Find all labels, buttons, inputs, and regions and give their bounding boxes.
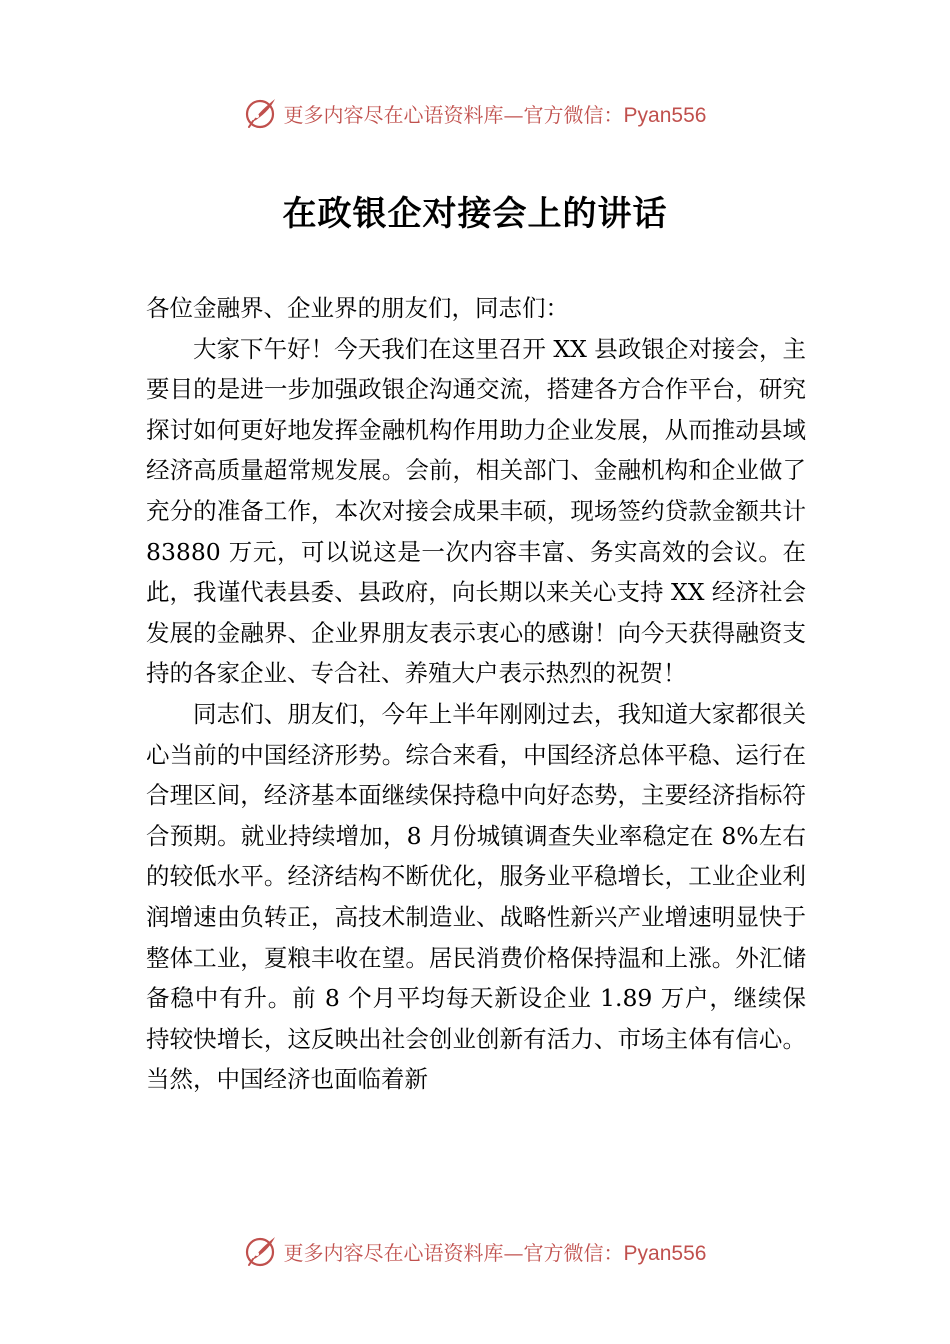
banner-site-name: 更多内容尽在心语资料库 <box>283 102 504 127</box>
header-banner-text <box>284 99 707 128</box>
header-banner <box>0 93 950 133</box>
document-body <box>146 288 806 1100</box>
quill-pen-logo-icon <box>244 96 278 130</box>
document-title: 在政银企对接会上的讲话 <box>282 194 668 234</box>
salutation: 各位金融界、企业界的朋友们，同志们： <box>146 294 569 322</box>
banner-wechat-id: Pyan556 <box>623 103 707 127</box>
banner-wechat-label: 官方微信： <box>523 102 624 127</box>
banner-dash: — <box>503 1240 524 1265</box>
quill-pen-logo-icon <box>244 1234 278 1268</box>
footer-banner <box>0 1231 950 1271</box>
banner-site-name: 更多内容尽在心语资料库 <box>283 1240 504 1265</box>
footer-banner-text <box>284 1237 707 1266</box>
banner-wechat-label: 官方微信： <box>523 1240 624 1265</box>
paragraph-2: 同志们、朋友们，今年上半年刚刚过去，我知道大家都很关心当前的中国经济形势。综合来看，中国经济总体平稳、运行在合理区间，经济基本面继续保持稳中向好态势，主要经济指标符合预期。就业持续增加，8 月份城镇调查失业率稳定在 8%左右的较低水平。经济结构不断优化，服务业平稳增长，工业企业利润增速由负转正，高技术制造业、战略性新兴产业增速明显快于整体工业，夏粮丰收在望。居民消费价格保持温和上涨。外汇储备稳中有升。前 8 个月平均每天新设企业 1.89 万户，继续保持较快增长，这反映出社会创业创新有活力、市场主体有信心。当然，中国经济也面临着新 <box>146 699 806 1094</box>
banner-wechat-id: Pyan556 <box>623 1241 707 1265</box>
banner-dash: — <box>503 102 524 127</box>
paragraph-1: 大家下午好！今天我们在这里召开 XX 县政银企对接会，主要目的是进一步加强政银企沟通交流，搭建各方合作平台，研究探讨如何更好地发挥金融机构作用助力企业发展，从而推动县域经济高质量超常规发展。会前，相关部门、金融机构和企业做了充分的准备工作，本次对接会成果丰硕，现场签约贷款金额共计 83880 万元，可以说这是一次内容丰富、务实高效的会议。在此，我谨代表县委、县政府，向长期以来关心支持 XX 经济社会发展的金融界、企业界朋友表示衷心的感谢！向今天获得融资支持的各家企业、专合社、养殖大户表示热烈的祝贺！ <box>146 334 806 688</box>
